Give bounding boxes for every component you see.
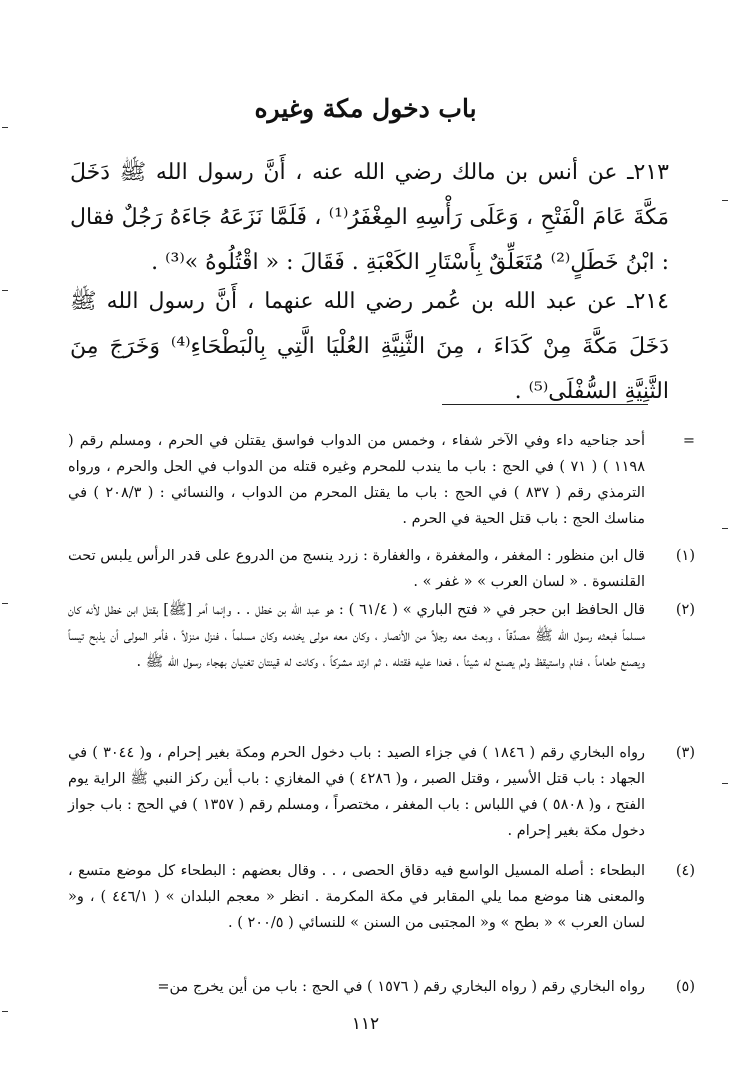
footnote-text: البطحاء : أصله المسيل الواسع فيه دقاق الحصى ، . . وقال بعضهم : البطحاء كل موضع متسع ، والمعنى هنا موضع مما يلي المقابر في مكة المكرمة . انظر « معجم البلدان » ( ٤٤٦/١ ) ، و« لسان العرب » « بطح » و« المجتبى من السنن » للنسائي ( ٢٠٠/٥ ) .: [68, 863, 645, 931]
footnote-marker: (١): [675, 548, 695, 564]
hadith-213: ٢١٣ـ عن أنس بن مالك رضي الله عنه ، أَنَّ رسول الله ﷺ دَخَلَ مَكَّةَ عَامَ الْفَتْحِ ، وَعَلَى رَأْسِهِ المِغْفَرُ⁽¹⁾ ، فَلَمَّا نَزَعَهُ جَاءَهُ رَجُلٌ فقال : ابْنُ خَطَلٍ⁽²⁾ مُتَعَلِّقٌ بِأَسْتَارِ الكَعْبَةِ . فَقَالَ : « اقْتُلُوهُ »⁽³⁾ .: [70, 160, 669, 275]
footnote-3: [68, 740, 695, 844]
footnote-continuation: [68, 428, 695, 532]
margin-tick: [2, 1011, 8, 1012]
footnote-2: [68, 597, 695, 675]
footnote-5: [68, 974, 695, 1000]
footnote-marker: (٤): [675, 863, 695, 879]
footnote-marker: (٣): [675, 745, 695, 761]
page-number: ١١٢: [351, 1014, 380, 1034]
footnote-4: [68, 858, 695, 936]
footnote-text: قال الحافظ ابن حجر في « فتح الباري » ( ٦١/٤ ) : هو عبد الله بن خطل . . وإنما أمر [ﷺ] بقتل ابن خطل لأنه كان مسلماً فبعثه رسول الله ﷺ مصدِّقاً ، وبعث معه رجلاً من الأنصار ، وكان معه مولى يخدمه وكان مسلماً ، فنزل منزلاً ، فأمر المولى أن يذبح تيساً ويصنع طعاماً ، فنام واستيقظ ولم يصنع له شيئاً ، فعدا عليه فقتله ، ثم ارتد مشركاً ، وكانت له قينتان تغنيان بهجاء رسول الله ﷺ .: [68, 602, 645, 670]
footnote-marker: (٢): [675, 602, 695, 618]
footnote-1: [68, 543, 695, 595]
footnote-text: رواه البخاري رقم ( رواه البخاري رقم ( ١٥٧٦ ) في الحج : باب من أين يخرج من=: [157, 979, 645, 995]
margin-tick: [722, 528, 728, 529]
chapter-title: باب دخول مكة وغيره: [254, 94, 477, 123]
margin-tick: [2, 127, 8, 128]
margin-tick: [722, 200, 728, 201]
footnote-marker: =: [682, 433, 695, 449]
footnote-text: أحد جناحيه داء وفي الآخر شفاء ، وخمس من الدواب فواسق يقتلن في الحرم ، ومسلم رقم ( ١١٩٨ ) ( ٧١ ) في الحج : باب ما يندب للمحرم وغيره قتله من الدواب في الحل والحرم ، ورواه الترمذي رقم ( ٨٣٧ ) في الحج : باب ما يقتل المحرم من الدواب ، والنسائي : ( ٢٠٨/٣ ) في مناسك الحج : باب قتل الحية في الحرم .: [68, 433, 645, 527]
margin-tick: [2, 603, 8, 604]
footnote-divider: [442, 404, 648, 405]
footnote-text: قال ابن منظور : المغفر ، والمغفرة ، والغفارة : زرد ينسج من الدروع على قدر الرأس يلبس تحت القلنسوة . « لسان العرب » « غفر » .: [68, 548, 645, 590]
footnote-text: رواه البخاري رقم ( ١٨٤٦ ) في جزاء الصيد : باب دخول الحرم ومكة بغير إحرام ، و( ٣٠٤٤ ) في الجهاد : باب قتل الأسير ، وقتل الصبر ، و( ٤٢٨٦ ) في المغازي : باب أين ركز النبي ﷺ الراية يوم الفتح ، و( ٥٨٠٨ ) في اللباس : باب المغفر ، مختصراً ، ومسلم رقم ( ١٣٥٧ ) في الحج : باب جواز دخول مكة بغير إحرام .: [68, 745, 646, 839]
footnote-marker: (٥): [675, 979, 695, 995]
margin-tick: [2, 290, 8, 291]
margin-tick: [722, 783, 728, 784]
hadith-214: ٢١٤ـ عن عبد الله بن عُمر رضي الله عنهما ، أَنَّ رسول الله ﷺ دَخَلَ مَكَّةَ مِنْ كَدَاءَ ، مِنَ الثَّنِيَّةِ العُلْيَا الَّتِي بِالْبَطْحَاءِ⁽⁴⁾ وَخَرَجَ مِنَ الثَّنِيَّةِ السُّفْلَى⁽⁵⁾ .: [70, 289, 670, 404]
